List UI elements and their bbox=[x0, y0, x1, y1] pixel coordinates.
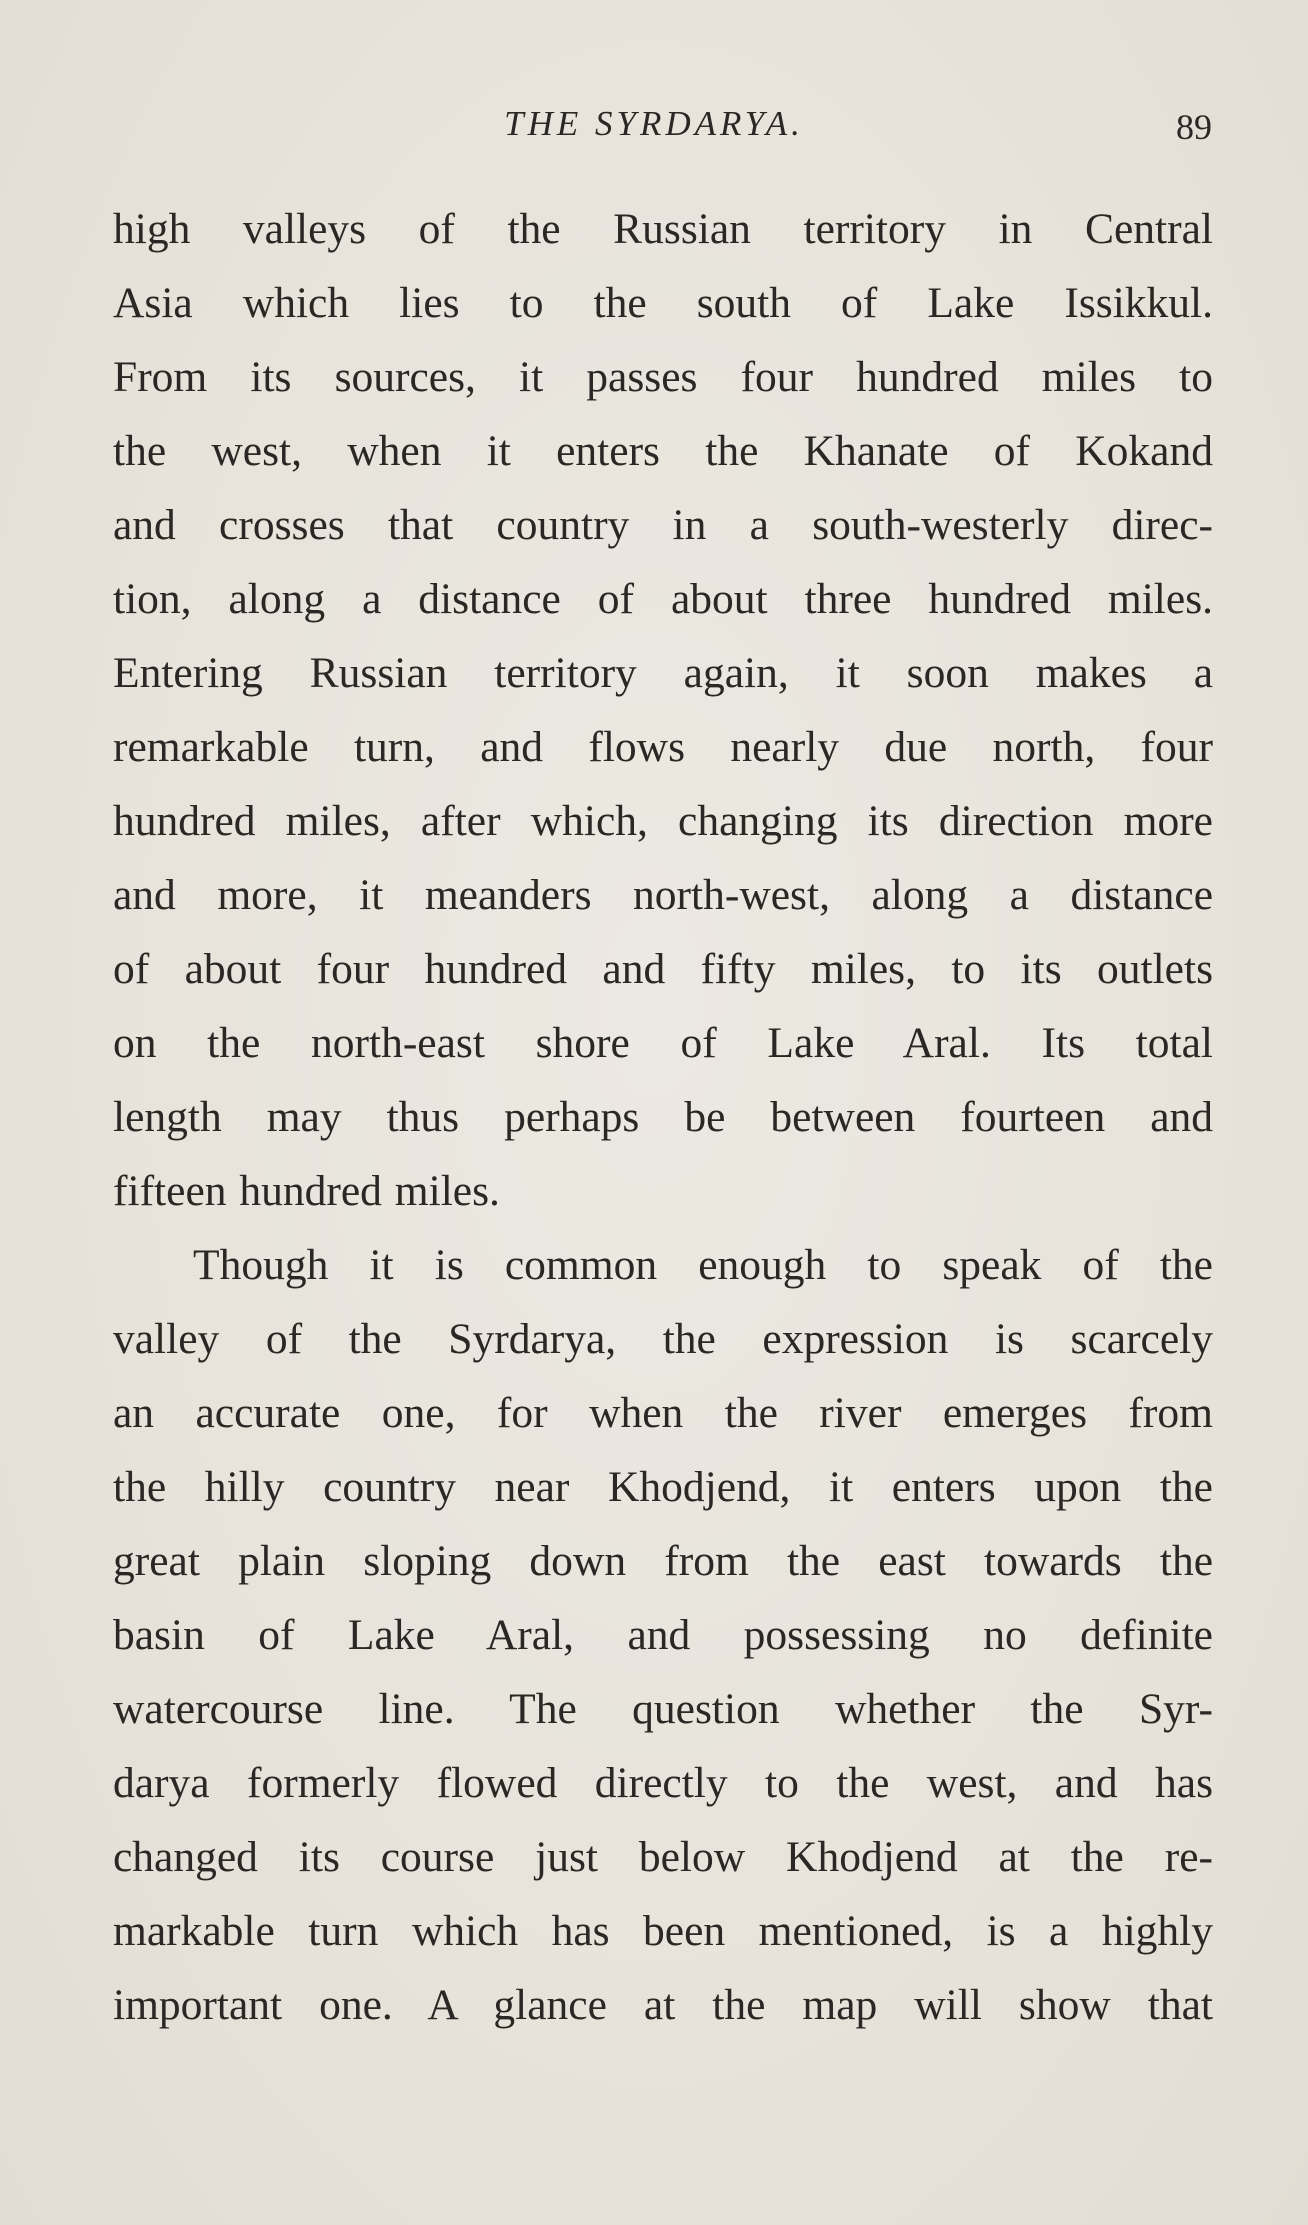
text-line: and crosses that country in a south-westerly direc- bbox=[113, 501, 1213, 549]
text-line: From its sources, it passes four hundred miles to bbox=[113, 353, 1213, 401]
text-line: remarkable turn, and flows nearly due north, four bbox=[113, 723, 1213, 771]
text-line: the hilly country near Khodjend, it enters upon the bbox=[113, 1463, 1213, 1511]
page-number: 89 bbox=[1176, 107, 1212, 147]
text-line: Though it is common enough to speak of the bbox=[193, 1241, 1213, 1289]
text-line: and more, it meanders north-west, along a distance bbox=[113, 871, 1213, 919]
text-line: an accurate one, for when the river emerges from bbox=[113, 1389, 1213, 1437]
text-line: important one. A glance at the map will show that bbox=[113, 1981, 1213, 2029]
running-head bbox=[0, 100, 1308, 150]
text-line: darya formerly flowed directly to the west, and has bbox=[113, 1759, 1213, 1807]
text-line: great plain sloping down from the east towards the bbox=[113, 1537, 1213, 1585]
text-line: fifteen hundred miles. bbox=[113, 1167, 500, 1215]
text-line: the west, when it enters the Khanate of Kokand bbox=[113, 427, 1213, 475]
text-line: Asia which lies to the south of Lake Issikkul. bbox=[113, 279, 1213, 327]
text-line: Entering Russian territory again, it soon makes a bbox=[113, 649, 1213, 697]
running-title: THE SYRDARYA. bbox=[504, 104, 804, 143]
body-text bbox=[113, 192, 1213, 2042]
text-line: valley of the Syrdarya, the expression is scarcely bbox=[113, 1315, 1213, 1363]
text-line: of about four hundred and fifty miles, to its outlets bbox=[113, 945, 1213, 993]
text-line: hundred miles, after which, changing its direction more bbox=[113, 797, 1213, 845]
text-line: markable turn which has been mentioned, is a highly bbox=[113, 1907, 1213, 1955]
text-line: basin of Lake Aral, and possessing no definite bbox=[113, 1611, 1213, 1659]
text-line: changed its course just below Khodjend at the re- bbox=[113, 1833, 1213, 1881]
text-line: tion, along a distance of about three hundred miles. bbox=[113, 575, 1213, 623]
text-line: length may thus perhaps be between fourteen and bbox=[113, 1093, 1213, 1141]
paragraph-1 bbox=[113, 192, 1213, 1228]
paragraph-2 bbox=[113, 1228, 1213, 2042]
text-line: high valleys of the Russian territory in Central bbox=[113, 205, 1213, 253]
text-line: on the north-east shore of Lake Aral. Its total bbox=[113, 1019, 1213, 1067]
text-line: watercourse line. The question whether the Syr- bbox=[113, 1685, 1213, 1733]
